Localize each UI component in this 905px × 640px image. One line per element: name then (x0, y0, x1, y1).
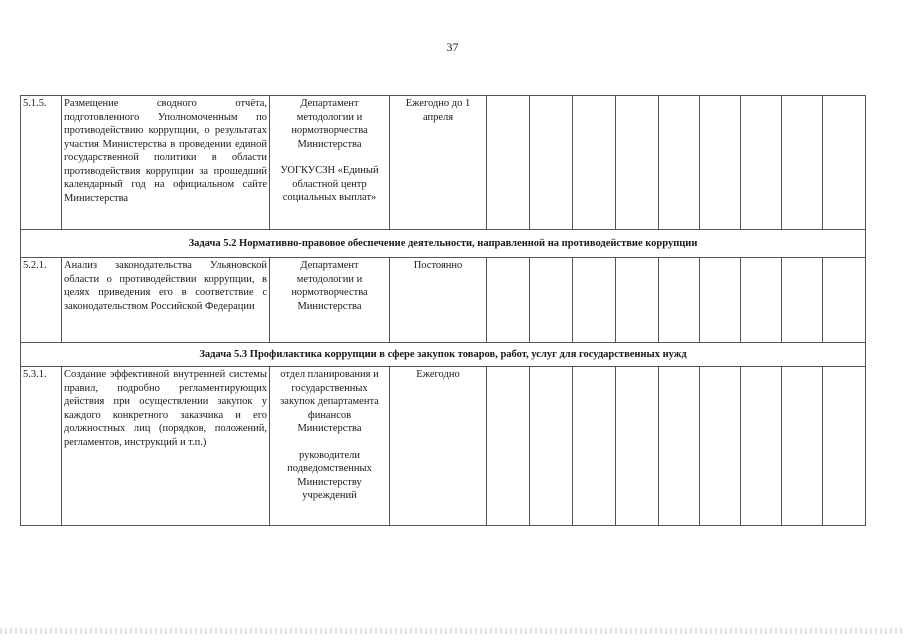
item-deadline: Ежегодно до 1 апреля (390, 96, 487, 230)
empty-cell (741, 258, 782, 343)
empty-cell (573, 96, 616, 230)
item-number: 5.3.1. (21, 367, 62, 526)
empty-cell (823, 258, 866, 343)
scan-edge-artifact (0, 628, 905, 634)
executor-line: отдел планирования и (280, 369, 379, 380)
empty-cell (741, 367, 782, 526)
executor-line: нормотворчества (291, 287, 368, 298)
task-heading-row (21, 230, 866, 258)
executor-line: Министерства (297, 138, 362, 150)
executor-line: социальных выплат» (282, 192, 377, 203)
empty-cell (823, 96, 866, 230)
executor-line: методологии и (296, 111, 363, 123)
item-executor (270, 258, 390, 343)
executor-line: нормотворчества (291, 125, 368, 136)
executor-line: Министерству (297, 476, 362, 488)
empty-cell (530, 258, 573, 343)
anticorruption-plan-table (20, 95, 866, 526)
executor-line: методологии и (296, 273, 363, 285)
item-deadline: Постоянно (390, 258, 487, 343)
empty-cell (659, 96, 700, 230)
empty-cell (487, 258, 530, 343)
empty-cell (659, 258, 700, 343)
executor-line: областной центр (292, 178, 367, 190)
executor-line: закупок департамента (280, 396, 379, 407)
item-name: Анализ законодательства Ульяновской области о противодействии коррупции, в целях приведения его в соответствие с законодательством Российской Федерации (62, 258, 270, 343)
executor-line: руководители (298, 449, 361, 461)
empty-cell (782, 96, 823, 230)
task-heading-row (21, 343, 866, 367)
executor-line: финансов (307, 409, 352, 421)
executor-spacer (272, 151, 387, 164)
executor-line: учреждений (302, 490, 357, 501)
item-number: 5.1.5. (21, 96, 62, 230)
empty-cell (573, 367, 616, 526)
executor-spacer (272, 436, 387, 449)
empty-cell (823, 367, 866, 526)
task-heading: Задача 5.3 Профилактика коррупции в сфере закупок товаров, работ, услуг для государственных нужд (21, 343, 866, 367)
empty-cell (487, 96, 530, 230)
empty-cell (616, 367, 659, 526)
page-number: 37 (446, 40, 459, 54)
executor-line: подведомственных (287, 463, 372, 474)
executor-line: государственных (291, 382, 368, 394)
item-name: Создание эффективной внутренней системы правил, подробно регламентирующих действия при осуществлении закупок у каждого конкретного заказчика и его должностных лиц (порядков, положений, регламентов, инструкций и т.п.) (62, 367, 270, 526)
empty-cell (530, 96, 573, 230)
task-heading: Задача 5.2 Нормативно-правовое обеспечение деятельности, направленной на противодействие коррупции (21, 230, 866, 258)
empty-cell (700, 367, 741, 526)
empty-cell (782, 258, 823, 343)
table-row (21, 96, 866, 230)
item-executor (270, 96, 390, 230)
executor-line: Департамент (300, 98, 359, 109)
empty-cell (700, 258, 741, 343)
empty-cell (530, 367, 573, 526)
empty-cell (700, 96, 741, 230)
table-row (21, 258, 866, 343)
item-name: Размещение сводного отчёта, подготовленного Уполномоченным по противодействию коррупции, о результатах участия Министерства в проведении единой государственной политики в области противодействия коррупции за прошедший календарный год на официальном сайте Министерства (62, 96, 270, 230)
item-executor (270, 367, 390, 526)
item-number: 5.2.1. (21, 258, 62, 343)
empty-cell (616, 258, 659, 343)
empty-cell (659, 367, 700, 526)
empty-cell (487, 367, 530, 526)
executor-line: Департамент (300, 260, 359, 271)
table-row (21, 367, 866, 526)
executor-line: Министерства (297, 423, 362, 434)
item-deadline: Ежегодно (390, 367, 487, 526)
executor-line: УОГКУСЗН «Единый (280, 165, 379, 176)
empty-cell (573, 258, 616, 343)
empty-cell (741, 96, 782, 230)
empty-cell (782, 367, 823, 526)
executor-line: Министерства (297, 300, 362, 312)
empty-cell (616, 96, 659, 230)
